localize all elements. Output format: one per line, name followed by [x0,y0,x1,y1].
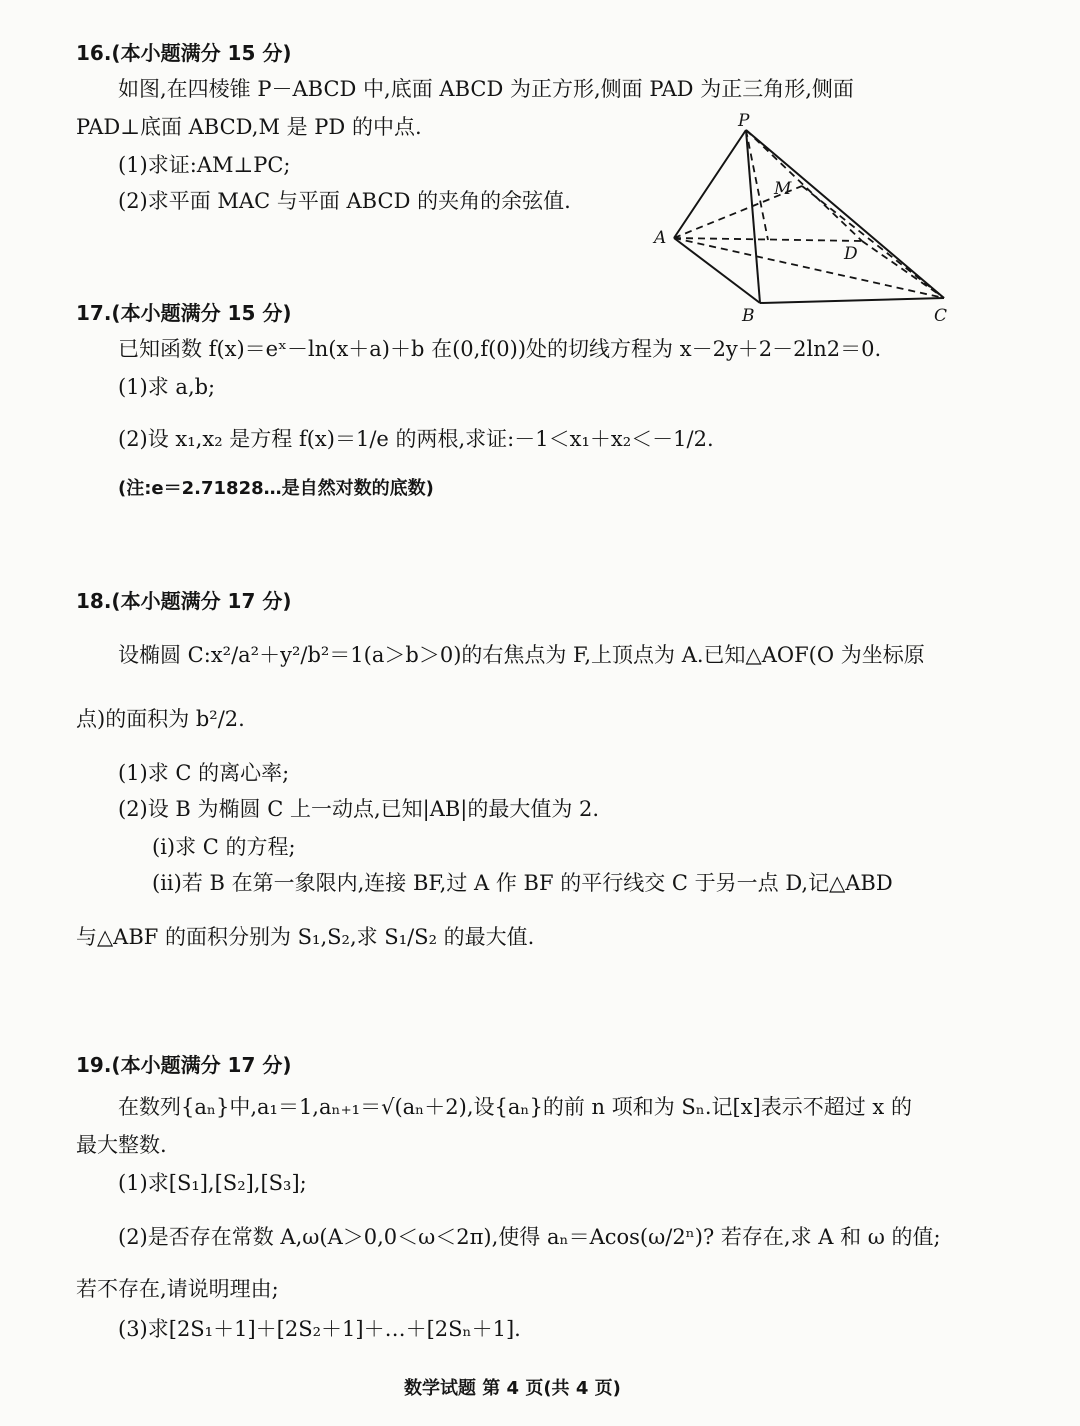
label-P: P [738,111,750,131]
q16-text-line2: PAD⊥底面 ABCD,M 是 PD 的中点. [76,115,422,139]
q17-part1: (1)求 a,b; [118,375,216,399]
q18-header: 18.(本小题满分 17 分) [76,589,292,613]
q17-text-line1: 已知函数 f(x)＝eˣ－ln(x＋a)＋b 在(0,f(0))处的切线方程为 x－2y＋2－2ln2＝0. [118,337,882,361]
q16-part1: (1)求证:AM⊥PC; [118,153,291,177]
label-D: D [844,244,858,264]
q19-part3: (3)求[2S₁＋1]＋[2S₂＋1]＋…＋[2Sₙ＋1]. [118,1317,521,1341]
q19-part2: (2)是否存在常数 A,ω(A＞0,0＜ω＜2π),使得 aₙ＝Acos(ω/2ⁿ)? 若存在,求 A 和 ω 的值; [118,1225,941,1249]
page-footer: 数学试题 第 4 页(共 4 页) [404,1378,621,1399]
q18-part2: (2)设 B 为椭圆 C 上一动点,已知|AB|的最大值为 2. [118,797,600,821]
pyramid-figure [650,108,960,328]
q18-part2ii-cont: 与△ABF 的面积分别为 S₁,S₂,求 S₁/S₂ 的最大值. [76,925,535,949]
edge-BC [760,298,944,303]
q19-part1: (1)求[S₁],[S₂],[S₃]; [118,1171,307,1195]
q17-part2: (2)设 x₁,x₂ 是方程 f(x)＝1/e 的两根,求证:－1＜x₁＋x₂＜－1/2. [118,427,714,451]
q18-part2i: (i)求 C 的方程; [152,835,296,859]
q16-part2: (2)求平面 MAC 与平面 ABCD 的夹角的余弦值. [118,189,571,213]
q17-header: 17.(本小题满分 15 分) [76,301,292,325]
label-A: A [654,228,667,248]
edge-AB [674,238,760,303]
q17-note: (注:e＝2.71828…是自然对数的底数) [118,478,434,499]
q19-text-line1: 在数列{aₙ}中,a₁＝1,aₙ₊₁＝√(aₙ＋2),设{aₙ}的前 n 项和为 Sₙ.记[x]表示不超过 x 的 [118,1095,912,1119]
edge-PA [674,130,746,238]
q16-header: 16.(本小题满分 15 分) [76,41,292,65]
edge-PC [746,130,944,298]
q18-part2ii: (ii)若 B 在第一象限内,连接 BF,过 A 作 BF 的平行线交 C 于另一点 D,记△ABD [152,871,893,895]
q19-text-line2: 最大整数. [76,1133,167,1157]
label-B: B [742,306,755,326]
q19-part2-cont: 若不存在,请说明理由; [76,1277,279,1301]
q18-text-line1: 设椭圆 C:x²/a²＋y²/b²＝1(a＞b＞0)的右焦点为 F,上顶点为 A.已知△AOF(O 为坐标原 [118,643,925,667]
q16-text-line1: 如图,在四棱锥 P－ABCD 中,底面 ABCD 为正方形,侧面 PAD 为正三角形,侧面 [118,77,854,101]
q19-header: 19.(本小题满分 17 分) [76,1053,292,1077]
q18-part1: (1)求 C 的离心率; [118,761,290,785]
label-M: M [774,179,792,199]
edge-PD [746,130,862,241]
edge-PB [746,130,760,303]
label-C: C [934,306,948,326]
q18-text-line2: 点)的面积为 b²/2. [76,707,245,731]
